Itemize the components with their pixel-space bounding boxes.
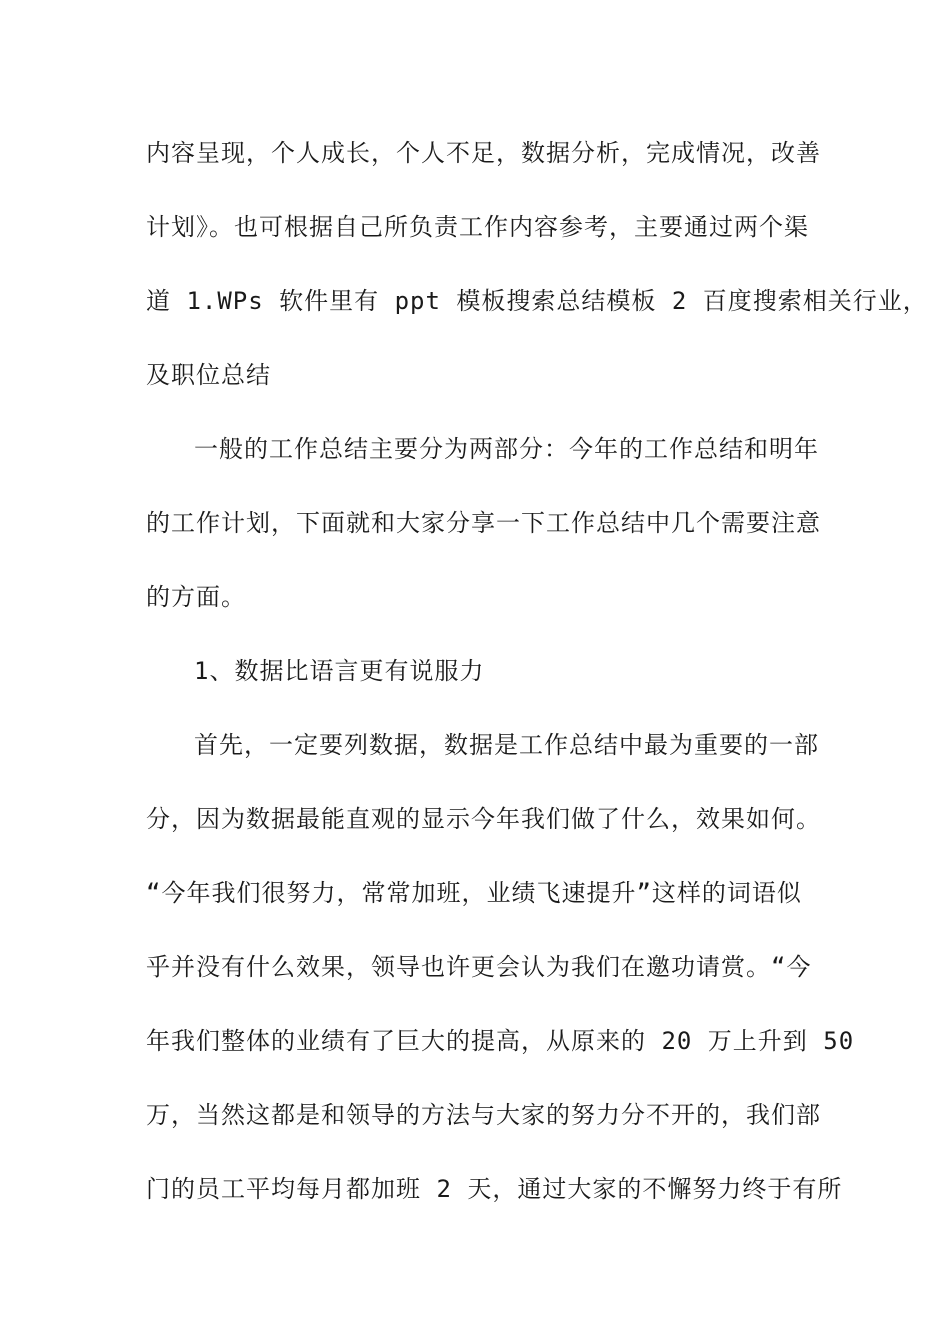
section-heading: 1、数据比语言更有说服力: [194, 657, 485, 685]
paragraph-line: 内容呈现，个人成长，个人不足，数据分析，完成情况，改善: [146, 139, 821, 167]
paragraph-line: “今年我们很努力，常常加班，业绩飞速提升”这样的词语似: [146, 879, 802, 907]
paragraph-line: 分，因为数据最能直观的显示今年我们做了什么，效果如何。: [146, 805, 821, 833]
paragraph-line: 的方面。: [146, 583, 246, 611]
paragraph-line: 门的员工平均每月都加班 2 天，通过大家的不懈努力终于有所: [146, 1175, 843, 1203]
paragraph-line: 道 1.WPs 软件里有 ppt 模板搜索总结模板 2 百度搜索相关行业，: [146, 287, 928, 315]
paragraph-line: 计划》。也可根据自己所负责工作内容参考，主要通过两个渠: [146, 213, 809, 241]
paragraph-line: 首先，一定要列数据，数据是工作总结中最为重要的一部: [194, 731, 819, 759]
paragraph-line: 乎并没有什么效果，领导也许更会认为我们在邀功请赏。“今: [146, 953, 812, 981]
paragraph-line: 年我们整体的业绩有了巨大的提高，从原来的 20 万上升到 50: [146, 1027, 855, 1055]
paragraph-line: 的工作计划，下面就和大家分享一下工作总结中几个需要注意: [146, 509, 821, 537]
paragraph-line: 一般的工作总结主要分为两部分：今年的工作总结和明年: [194, 435, 819, 463]
paragraph-line: 万，当然这都是和领导的方法与大家的努力分不开的，我们部: [146, 1101, 821, 1129]
paragraph-line: 及职位总结: [146, 361, 271, 389]
